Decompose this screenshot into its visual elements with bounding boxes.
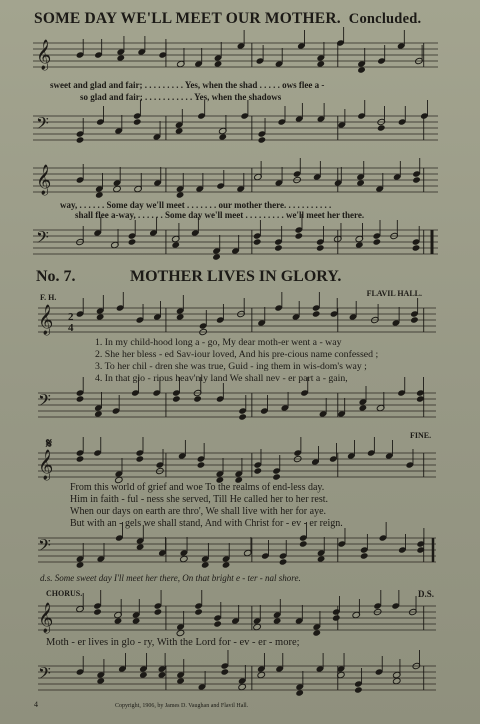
note-head	[96, 677, 105, 684]
bass-clef-icon: 𝄢	[36, 113, 49, 137]
note-head	[212, 253, 221, 260]
note-head	[222, 561, 231, 568]
verse-line-3a: 3. To her chil - dren she was true, Guid - ing them in wis-dom's way ;	[95, 361, 367, 372]
note-head	[238, 413, 247, 420]
song-title-concluded	[34, 10, 421, 28]
staff-system-5-bass	[0, 658, 480, 703]
lyrics-row-2-bottom: shall flee a-way, . . . . . . Some day we'll meet . . . . . . . . . we'll meet her there.	[75, 210, 365, 220]
bass-clef-icon: 𝄢	[38, 390, 51, 414]
note-head	[221, 668, 230, 675]
note-head	[410, 316, 419, 323]
note-head	[176, 313, 185, 320]
note-head	[176, 677, 185, 684]
treble-clef-icon: 𝄞	[38, 450, 54, 480]
note-head	[254, 467, 263, 474]
note-head	[299, 540, 308, 547]
note-head	[136, 455, 145, 462]
note-head	[392, 677, 401, 684]
lyrics-row-1-bottom: so glad and fair; . . . . . . . . . . . Yes, when the shadows	[80, 92, 282, 102]
note-head	[197, 461, 206, 468]
note-head	[273, 617, 282, 624]
note-head	[76, 455, 85, 462]
note-head	[316, 60, 325, 67]
verse-line-2a: 2. She her bless - ed Sav-iour loved, And his pre-cious name confessed ;	[95, 349, 379, 360]
note-head	[274, 244, 283, 251]
note-head	[316, 244, 325, 251]
note-head	[213, 620, 222, 627]
note-head	[113, 185, 122, 192]
lyrics-row-1-top: sweet and glad and fair; . . . . . . . . . Yes, when the shad . . . . . ows flee a -	[50, 80, 325, 90]
note-head	[128, 238, 137, 245]
song-title: SOME DAY WE'LL MEET OUR MOTHER.	[34, 10, 341, 27]
concluded-label: Concluded.	[348, 11, 422, 27]
note-head	[214, 60, 223, 67]
note-head	[176, 629, 185, 636]
note-head	[272, 473, 281, 480]
note-head	[172, 395, 181, 402]
verse-line-1b: From this world of grief and woe To the realms of end-less day.	[70, 482, 325, 493]
verse-line-2b: Him in faith - ful - ness she served, Till He called her to her rest.	[70, 494, 328, 505]
note-head	[76, 561, 85, 568]
treble-clef-icon: 𝄞	[38, 603, 54, 633]
composer-credit: FLAVIL HALL.	[366, 289, 422, 298]
copyright-notice: Copyright, 1906, by James D. Vaughan and Flavil Hall.	[115, 703, 249, 709]
note-head	[279, 558, 288, 565]
note-head	[193, 395, 202, 402]
note-head	[201, 561, 210, 568]
note-head	[171, 241, 180, 248]
note-head	[377, 124, 386, 131]
staff-system-2-bass	[0, 222, 480, 272]
treble-clef-icon: 𝄞	[36, 40, 52, 70]
bass-clef-icon: 𝄢	[36, 227, 49, 251]
note-head	[312, 310, 321, 317]
note-head	[357, 66, 366, 73]
verse-line-4b: But with an - gels we shall stand, And with Christ for - ev - er reign.	[70, 518, 343, 529]
treble-clef-icon: 𝄞	[36, 165, 52, 195]
page-number: 4	[34, 700, 38, 709]
verse-line-4a: 4. In that glo - rious heav'nly land We shall nev - er part a - gain,	[95, 373, 348, 384]
segno-sign: 𝄋	[46, 437, 53, 452]
song-number: No. 7.	[36, 268, 76, 285]
note-head	[356, 179, 365, 186]
note-head	[139, 671, 148, 678]
note-head	[76, 395, 85, 402]
note-head	[194, 608, 203, 615]
note-head	[218, 133, 227, 140]
lyrics-row-2-top: way, . . . . . . Some day we'll meet . . . . . . . our mother there. . . . . . . . . . .	[60, 200, 332, 210]
note-head	[116, 54, 125, 61]
note-head	[355, 241, 364, 248]
verse-line-3b: When our days on earth are thro', We shall live with her for aye.	[70, 506, 327, 517]
note-head	[359, 404, 368, 411]
note-head	[332, 614, 341, 621]
note-head	[132, 617, 141, 624]
note-head	[412, 244, 421, 251]
note-head	[158, 671, 167, 678]
note-head	[94, 410, 103, 417]
staff-system-4-bass	[0, 530, 480, 575]
note-head	[96, 313, 105, 320]
note-head	[136, 543, 145, 550]
note-head	[373, 238, 382, 245]
note-head	[360, 552, 369, 559]
note-head	[354, 686, 363, 693]
note-head	[253, 623, 262, 630]
staff-system-1-bass	[0, 108, 480, 158]
note-head	[238, 683, 247, 690]
note-head	[114, 617, 123, 624]
treble-clef-icon: 𝄞	[38, 305, 54, 335]
note-head	[253, 238, 262, 245]
note-head	[317, 555, 326, 562]
note-head	[93, 608, 102, 615]
time-signature-icon: 4	[68, 322, 74, 334]
note-head	[295, 689, 304, 696]
note-head	[257, 671, 266, 678]
time-signature-icon: 2	[68, 311, 74, 323]
note-head	[312, 629, 321, 636]
note-head	[295, 232, 304, 239]
note-head	[76, 136, 85, 143]
note-head	[133, 118, 142, 125]
dal-segno-lyrics: d.s. Some sweet day I'll meet her there, On that bright e - ter - nal shore.	[40, 573, 301, 583]
note-head	[154, 608, 163, 615]
bass-clef-icon: 𝄢	[38, 535, 51, 559]
lyricist-credit: F. H.	[40, 293, 57, 302]
chorus-label: CHORUS.	[46, 589, 83, 598]
note-head	[175, 127, 184, 134]
song-title: MOTHER LIVES IN GLORY.	[130, 268, 342, 285]
note-head	[176, 191, 185, 198]
chorus-lyrics: Moth - er lives in glo - ry, With the Lord for - ev - er - more;	[46, 637, 300, 648]
note-head	[95, 191, 104, 198]
fine-label: FINE.	[410, 431, 432, 440]
note-head	[258, 136, 267, 143]
bass-clef-icon: 𝄢	[38, 663, 51, 687]
ds-label: D.S.	[418, 589, 435, 599]
verse-line-1a: 1. In my child-hood long a - go, My dear moth-er went a - way	[95, 337, 342, 348]
note-head	[412, 176, 421, 183]
music-notes	[76, 158, 424, 199]
staff-system-3-bass	[0, 385, 480, 430]
note-head	[180, 555, 189, 562]
